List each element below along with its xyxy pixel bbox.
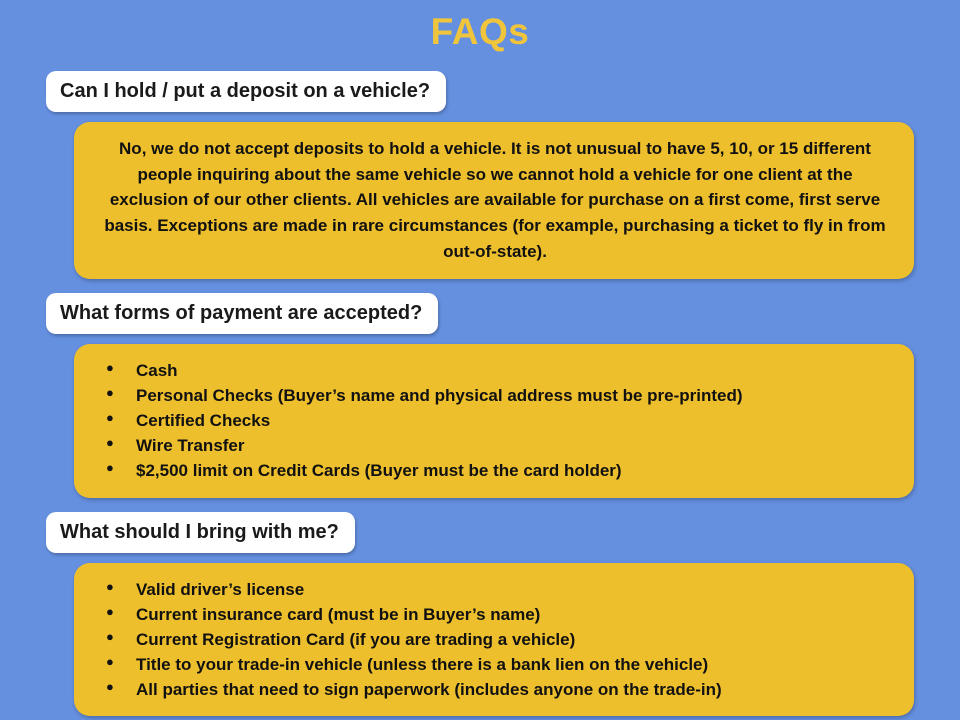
list-item: ● $2,500 limit on Credit Cards (Buyer must be the card holder) [96,458,894,483]
faq-answer-3 [74,563,914,717]
faq-item-3 [0,512,960,717]
list-item: ● All parties that need to sign paperwork (includes anyone on the trade-in) [96,677,894,702]
faq-answer-2 [74,344,914,498]
list-item: ● Current Registration Card (if you are trading a vehicle) [96,627,894,652]
faq-item-2 [0,293,960,498]
faq-item-1 [0,71,960,279]
list-item: ● Personal Checks (Buyer’s name and physical address must be pre-printed) [96,383,894,408]
list-item: ● Wire Transfer [96,433,894,458]
faq-question-2: What forms of payment are accepted? [46,293,438,334]
faq-answer-1: No, we do not accept deposits to hold a vehicle. It is not unusual to have 5, 10, or 15 different people inquiring about the same vehicle so we cannot hold a vehicle for one client at the exclusion of our other clients. All vehicles are available for purchase on a first come, first serve basis. Exceptions are made in rare circumstances (for example, purchasing a ticket to fly in from out-of-state). [74,122,914,279]
list-item: ● Cash [96,358,894,383]
list-item: ● Title to your trade-in vehicle (unless there is a bank lien on the vehicle) [96,652,894,677]
faq-question-3: What should I bring with me? [46,512,355,553]
bring-with-you-list [96,577,894,703]
list-item: ● Current insurance card (must be in Buyer’s name) [96,602,894,627]
payment-methods-list [96,358,894,484]
list-item: ● Certified Checks [96,408,894,433]
page-title: FAQs [430,11,530,52]
faq-question-1: Can I hold / put a deposit on a vehicle? [46,71,446,112]
list-item: ● Valid driver’s license [96,577,894,602]
